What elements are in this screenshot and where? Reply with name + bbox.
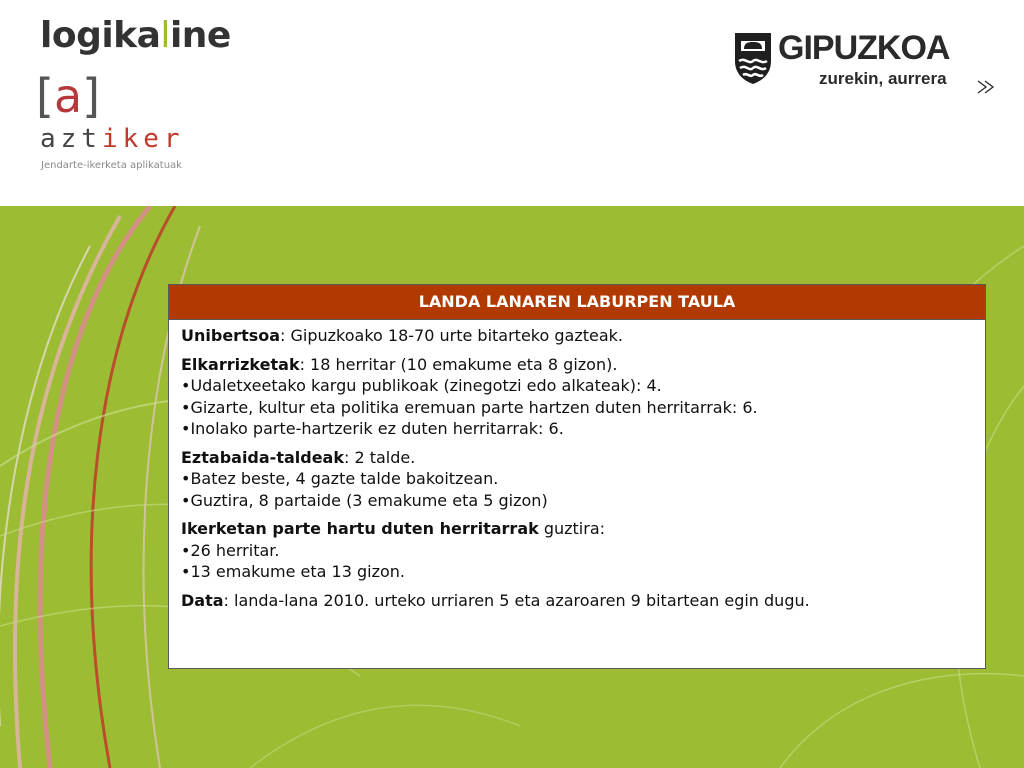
participants-paragraph (181, 518, 975, 583)
interviews-label: Elkarrizketak (181, 354, 300, 374)
gipuzkoa-slogan: zurekin, aurrera (819, 69, 947, 88)
participants-label: Ikerketan parte hartu duten herritarrak (181, 519, 539, 538)
summary-table (168, 284, 986, 669)
aztiker-red: iker (101, 124, 185, 154)
participants-item: •26 herritar. (181, 540, 280, 560)
aztiker-plain: azt (40, 124, 102, 154)
double-chevron-right-icon (976, 79, 996, 95)
interviews-paragraph (181, 354, 975, 440)
bracket-open: [ (36, 69, 54, 123)
groups-item: •Batez beste, 4 gazte talde bakoitzean. (181, 469, 499, 488)
summary-table-title: LANDA LANAREN LABURPEN TAULA (169, 285, 985, 320)
bracket-close: ] (82, 69, 101, 123)
participants-item: •13 emakume eta 13 gizon. (181, 562, 406, 581)
aztiker-wordmark (40, 124, 185, 154)
interviews-text: : 18 herritar (10 emakume eta 8 gizon). (299, 354, 618, 374)
aztiker-bracket-logo (36, 68, 100, 124)
date-line (181, 590, 975, 612)
groups-item: •Guztira, 8 partaide (3 emakume eta 5 gizon) (181, 490, 548, 510)
summary-table-body (169, 320, 985, 611)
logo-brand-bar: l (160, 15, 170, 56)
groups-line (181, 447, 975, 469)
groups-text: : 2 talde. (343, 447, 416, 467)
interviews-item: •Gizarte, kultur eta politika eremuan parte hartzen duten herritarrak: 6. (181, 397, 758, 417)
date-paragraph (181, 590, 975, 612)
universe-line (181, 325, 975, 347)
groups-paragraph (181, 447, 975, 512)
gipuzkoa-wordmark: GIPUZKOA (778, 29, 950, 67)
participants-line (181, 518, 975, 540)
participants-text: guztira: (538, 519, 606, 538)
shield-icon (733, 31, 773, 85)
date-text: : landa-lana 2010. urteko urriaren 5 eta azaroaren 9 bitartean egin dugu. (223, 590, 810, 610)
universe-paragraph (181, 325, 975, 347)
bracket-letter: a (53, 69, 83, 123)
logikaline-logo (40, 10, 231, 62)
aztiker-tagline: Jendarte-ikerketa aplikatuak (41, 160, 182, 171)
interviews-item: •Udaletxeetako kargu publikoak (zinegotzi edo alkateak): 4. (181, 376, 662, 395)
universe-label: Unibertsoa (181, 326, 281, 345)
groups-label: Eztabaida-taldeak (181, 447, 344, 467)
page-header (0, 0, 1024, 206)
date-label: Data (181, 590, 224, 610)
interviews-item: •Inolako parte-hartzerik ez duten herritarrak: 6. (181, 419, 564, 438)
logo-brand-post: ine (169, 15, 231, 56)
universe-text: : Gipuzkoako 18-70 urte bitarteko gazteak. (280, 326, 623, 345)
interviews-line (181, 354, 975, 376)
logo-brand-pre: logika (40, 15, 161, 56)
